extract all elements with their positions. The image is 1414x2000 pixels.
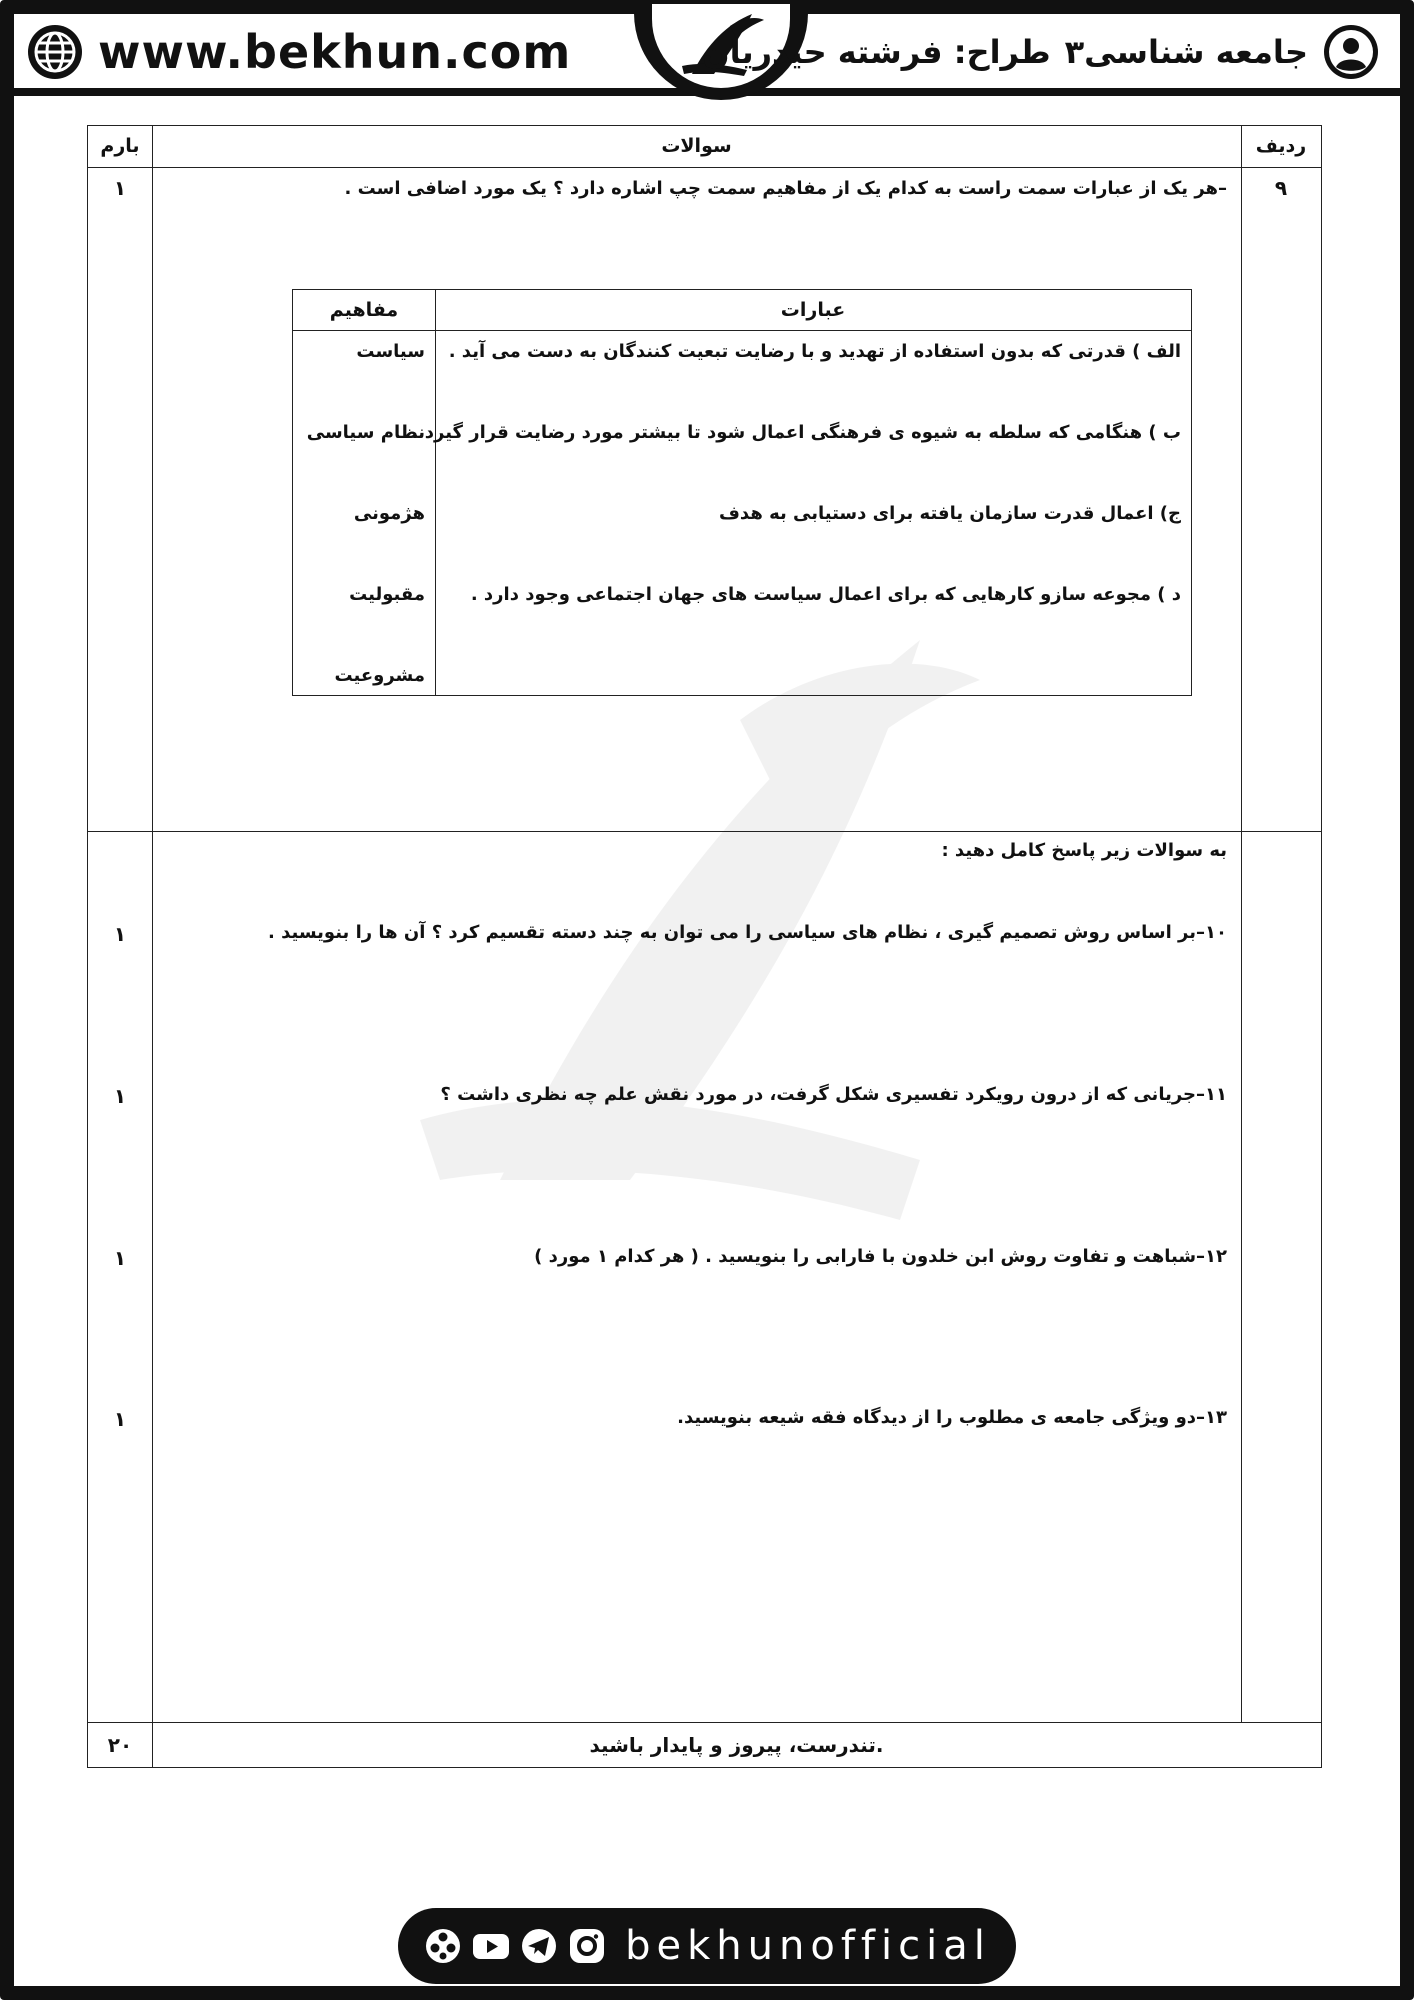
designer-name: طراح: فرشته حیدریان bbox=[702, 33, 1051, 71]
statement-item: الف ) قدرتی که بدون استفاده از تهدید و با رضایت تبعیت کنندگان به دست می آید . bbox=[448, 341, 1181, 362]
course-info bbox=[702, 22, 1380, 82]
globe-icon bbox=[26, 23, 84, 81]
site-url[interactable]: www.bekhun.com bbox=[98, 25, 572, 79]
instagram-icon[interactable] bbox=[567, 1926, 607, 1966]
concept-item: نظام سیاسی bbox=[306, 422, 425, 443]
header-questions: سوالات bbox=[661, 135, 732, 157]
question-text: ۱۳–دو ویژگی جامعه ی مطلوب را از دیدگاه فقه شیعه بنویسید. bbox=[677, 1407, 1227, 1428]
telegram-icon[interactable] bbox=[519, 1926, 559, 1966]
statement-item: د ) مجوعه سازو کارهایی که برای اعمال سیاست های جهان اجتماعی وجود دارد . bbox=[470, 584, 1181, 605]
header-row: ردیف bbox=[1255, 135, 1307, 157]
site-link[interactable] bbox=[26, 22, 571, 82]
question-number: ۹ bbox=[1274, 176, 1288, 200]
course-title: جامعه شناسی۳ bbox=[1064, 33, 1308, 71]
question-score: ۱ bbox=[113, 176, 127, 200]
page-header bbox=[14, 14, 1400, 96]
question-text: ۱۱–جریانی که از درون رویکرد تفسیری شکل گرفت، در مورد نقش علم چه نظری داشت ؟ bbox=[440, 1084, 1227, 1105]
social-handle[interactable]: bekhunofficial bbox=[625, 1923, 991, 1969]
col-concepts: مفاهیم bbox=[329, 299, 399, 321]
question-text: ۱۰–بر اساس روش تصمیم گیری ، نظام های سیاسی را می توان به چند دسته تقسیم کرد ؟ آن ها را بنویسید . bbox=[268, 922, 1227, 943]
question-score: ۱ bbox=[113, 922, 127, 946]
user-avatar-icon bbox=[1322, 23, 1380, 81]
statement-item: ب ) هنگامی که سلطه به شیوه ی فرهنگی اعمال شود تا بیشتر مورد رضایت قرار گیرد . bbox=[411, 422, 1181, 443]
question-score: ۱ bbox=[113, 1246, 127, 1270]
matching-table bbox=[292, 289, 1192, 696]
youtube-icon[interactable] bbox=[471, 1926, 511, 1966]
closing-message: تندرست، پیروز و پایدار باشید. bbox=[589, 1733, 884, 1757]
col-statements: عبارات bbox=[780, 299, 846, 321]
header-score: بارم bbox=[100, 135, 140, 157]
section-intro: به سوالات زیر پاسخ کامل دهید : bbox=[941, 840, 1227, 861]
social-footer bbox=[398, 1908, 1016, 1984]
concept-item: هژمونی bbox=[353, 503, 425, 524]
concept-item: سیاست bbox=[356, 341, 425, 362]
total-score: ۲۰ bbox=[107, 1733, 133, 1757]
concept-item: مشروعیت bbox=[334, 665, 425, 686]
question-text: ۱۲–شباهت و تفاوت روش ابن خلدون با فارابی را بنویسید . ( هر کدام ۱ مورد ) bbox=[534, 1246, 1227, 1267]
question-score: ۱ bbox=[113, 1084, 127, 1108]
concept-item: مقبولیت bbox=[349, 584, 425, 605]
question-score: ۱ bbox=[113, 1407, 127, 1431]
statement-item: ج) اعمال قدرت سازمان یافته برای دستیابی به هدف bbox=[719, 503, 1181, 524]
question-9-prompt: –هر یک از عبارات سمت راست به کدام یک از مفاهیم سمت چپ اشاره دارد ؟ یک مورد اضافی است . bbox=[344, 178, 1227, 199]
film-reel-icon[interactable] bbox=[423, 1926, 463, 1966]
